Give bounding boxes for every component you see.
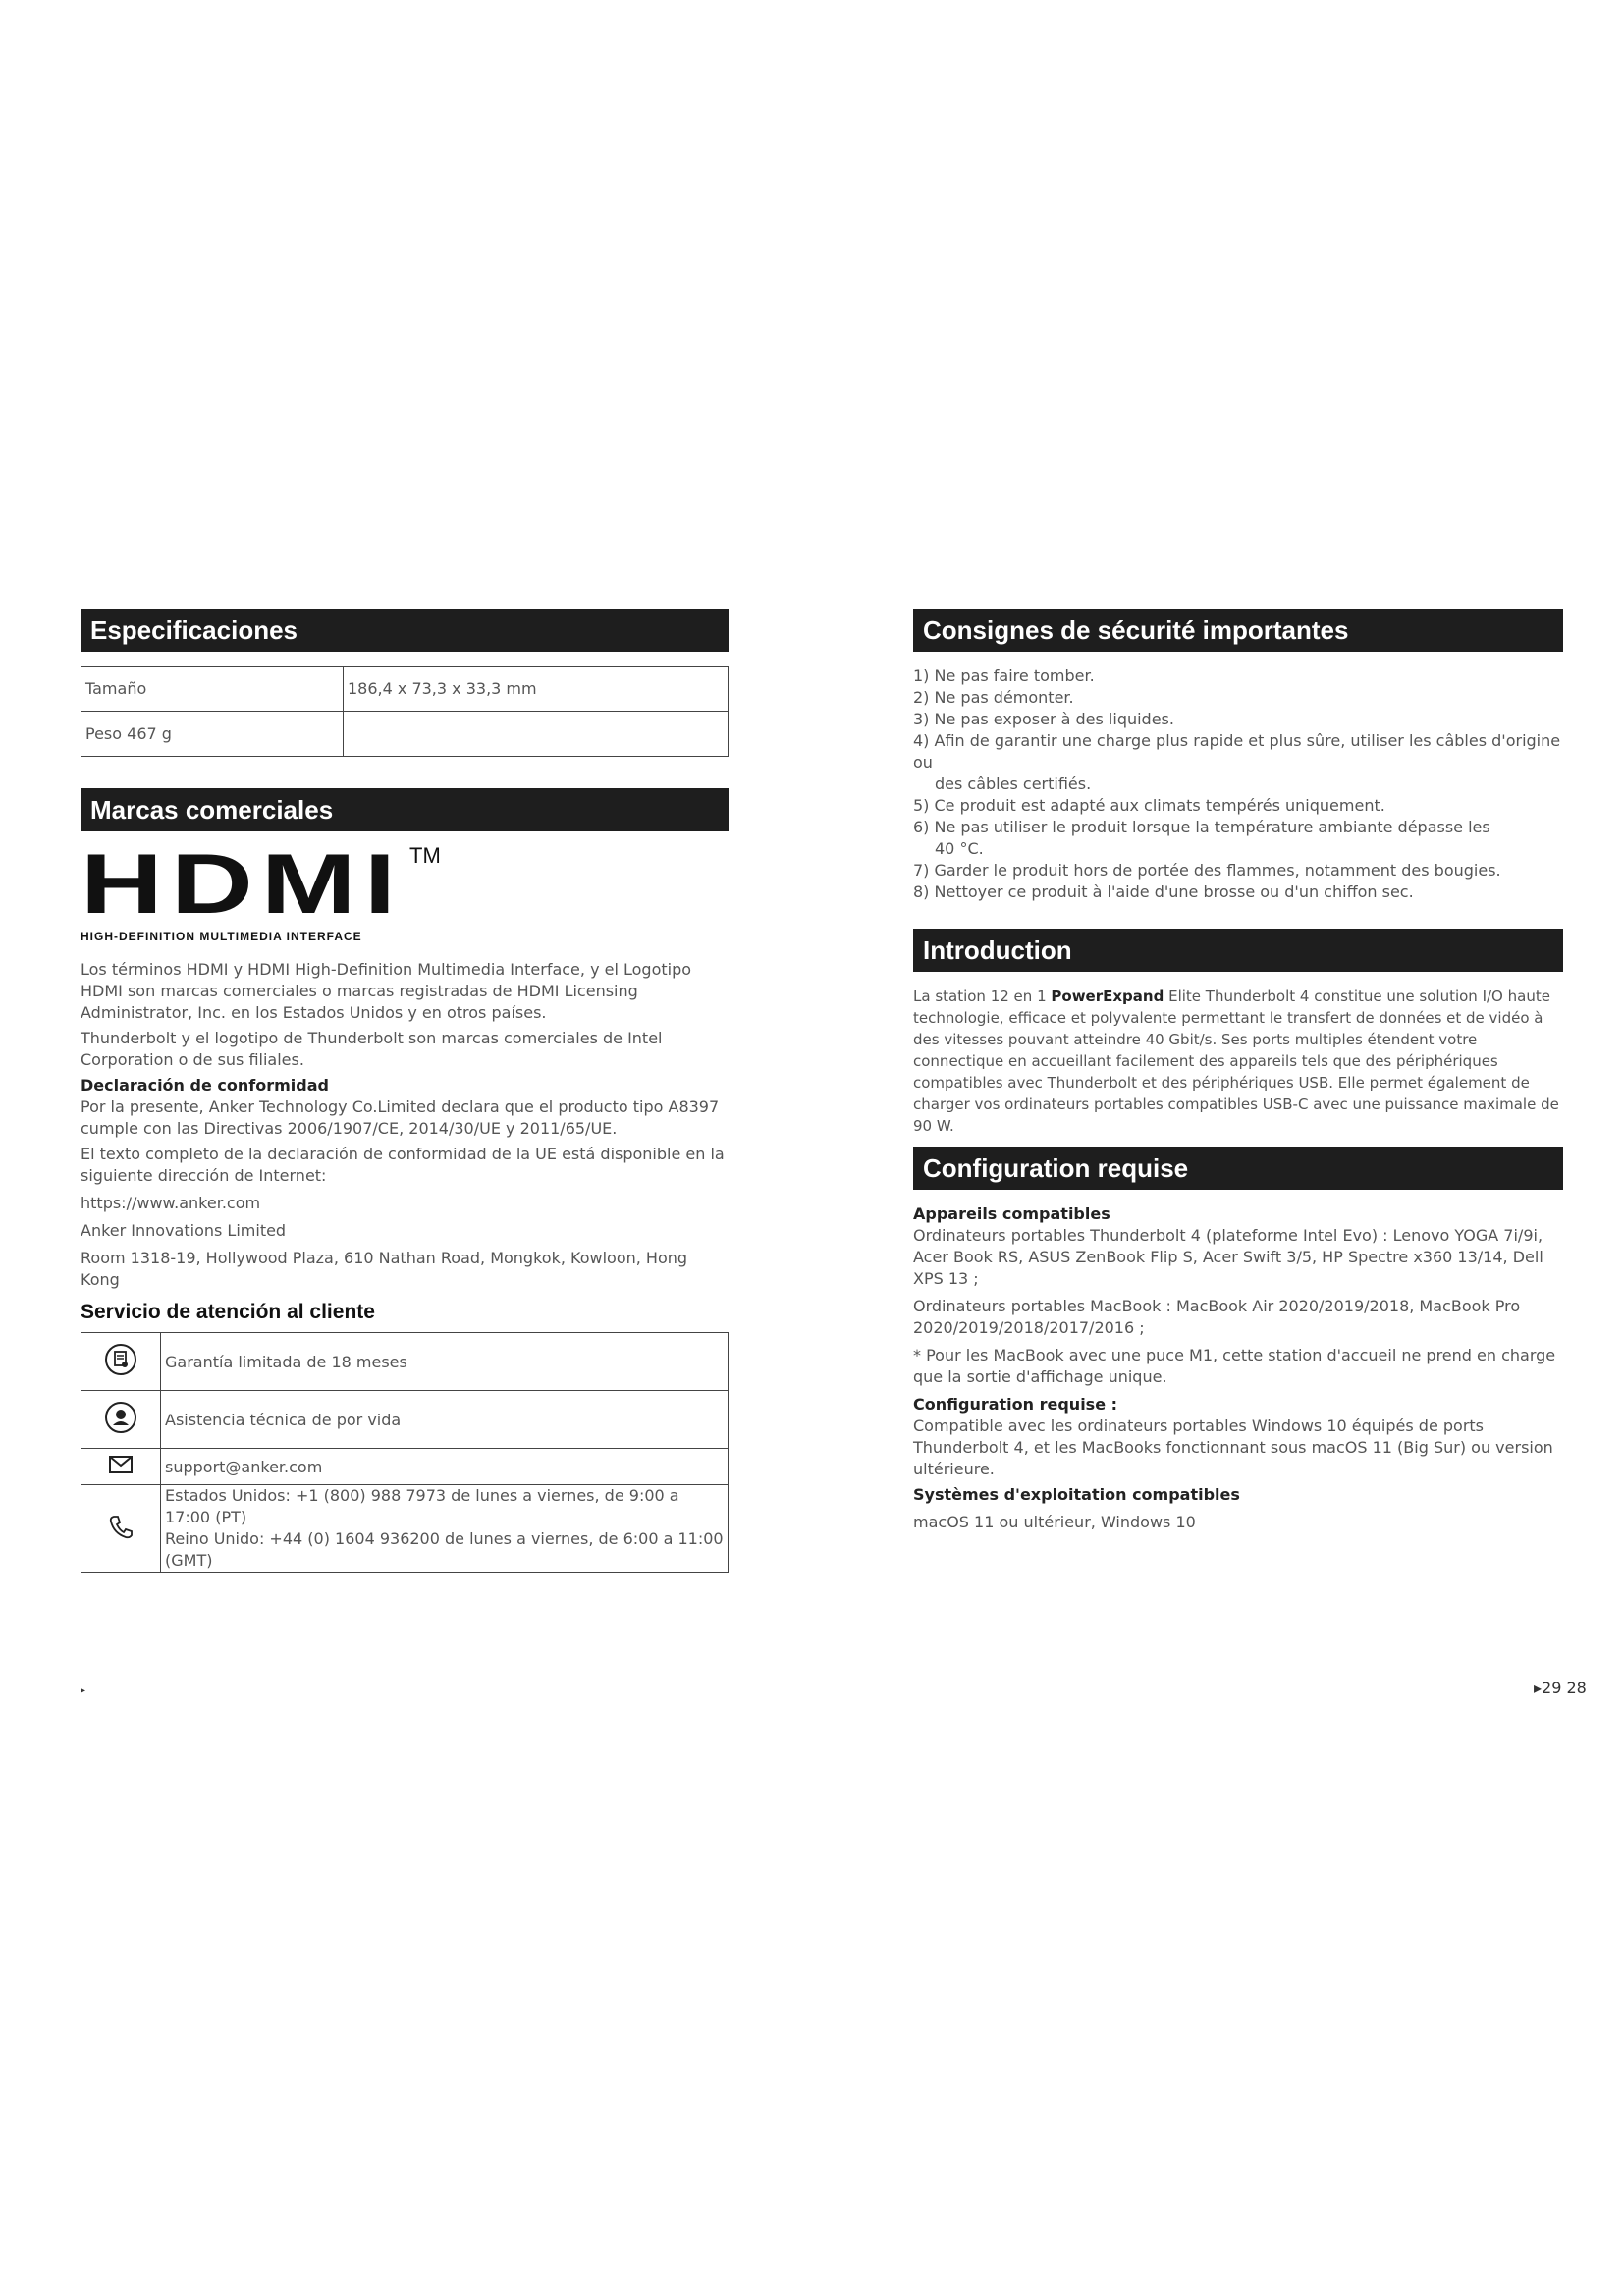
safety-list [913,666,1563,903]
spec-label: Tamaño [81,667,344,712]
compatible-macbook-paragraph: Ordinateurs portables MacBook : MacBook Air 2020/2019/2018, MacBook Pro 2020/2019/2018/2017/2016 ; [913,1297,1521,1337]
table-row [81,712,729,757]
page-numbers: ▸29 28 [1534,1679,1587,1697]
company-name: Anker Innovations Limited [81,1221,287,1240]
right-column [913,609,1563,1537]
compatible-devices-heading: Appareils compatibles [913,1204,1110,1223]
table-row [81,667,729,712]
spec-value: 186,4 x 73,3 x 33,3 mm [344,667,729,712]
service-heading: Servicio de atención al cliente [81,1301,375,1323]
left-page-footer: ▸ [81,1685,86,1696]
configuration-heading: Configuration requise [913,1147,1563,1190]
intro-product-name: PowerExpand [1051,988,1164,1005]
list-item: 40 °C. [935,839,984,858]
phone-us: Estados Unidos: +1 (800) 988 7973 de lunes a viernes, de 9:00 a 17:00 (PT) [165,1486,679,1526]
hdmi-logo [81,837,729,943]
trademark-paragraph-thunderbolt: Thunderbolt y el logotipo de Thunderbolt son marcas comerciales de Intel Corporation o de sus filiales. [81,1029,663,1069]
phone-hours [161,1485,729,1573]
phone-uk: Reino Unido: +44 (0) 1604 936200 de lunes a viernes, de 6:00 a 11:00 (GMT) [165,1529,724,1570]
spec-value [344,712,729,757]
conformity-paragraph: Por la presente, Anker Technology Co.Limited declara que el producto tipo A8397 cumple con las Directivas 2006/1907/CE, 2014/30/UE y 2011/65/UE. [81,1097,720,1138]
phone-icon [81,1485,161,1573]
list-item: 2) Ne pas démonter. [913,688,1074,707]
list-item: 6) Ne pas utiliser le produit lorsque la température ambiante dépasse les [913,818,1490,836]
trademarks-heading: Marcas comerciales [81,788,729,831]
website-link[interactable]: https://www.anker.com [81,1194,261,1212]
service-table [81,1332,729,1573]
table-row [81,1485,729,1573]
list-item: 3) Ne pas exposer à des liquides. [913,710,1174,728]
compatible-thunderbolt-paragraph: Ordinateurs portables Thunderbolt 4 (plateforme Intel Evo) : Lenovo YOGA 7i/9i, Acer Book RS, ASUS ZenBook Flip S, Acer Swift 3/5, HP Spectre x360 13/14, Dell XPS 13 ; [913,1226,1543,1288]
m1-note: * Pour les MacBook avec une puce M1, cette station d'accueil ne prend en charge que la sortie d'affichage unique. [913,1346,1556,1386]
intro-text-a: La station 12 en 1 [913,988,1052,1005]
introduction-heading: Introduction [913,929,1563,972]
support-text: Asistencia técnica de por vida [161,1391,729,1449]
hdmi-logo-word: HDMI [81,837,405,932]
spec-label: Peso 467 g [81,712,344,757]
table-row [81,1449,729,1485]
support-person-icon [81,1391,161,1449]
specs-heading: Especificaciones [81,609,729,652]
list-item: 8) Nettoyer ce produit à l'aide d'une brosse ou d'un chiffon sec. [913,882,1414,901]
support-email-link[interactable]: support@anker.com [161,1449,729,1485]
intro-text-b: Elite Thunderbolt 4 constitue une solution I/O haute technologie, efficace et polyvalente permettant le transfert de données et de vidéo à des vitesses pouvant atteindre 40 Gbit/s. Ses ports multiples étendent votre connectique en accueillant facilement des appareils tels que des périphériques compatibles avec Thunderbolt et des périphériques USB. Elle permet également de charger vos ordinateurs portables compatibles USB-C avec une puissance maximale de 90 W. [913,988,1559,1135]
table-row [81,1333,729,1391]
os-paragraph: macOS 11 ou ultérieur, Windows 10 [913,1513,1196,1531]
safety-heading: Consignes de sécurité importantes [913,609,1563,652]
requirements-paragraph: Compatible avec les ordinateurs portables Windows 10 équipés de ports Thunderbolt 4, et les MacBooks fonctionnant sous macOS 11 (Big Sur) ou version ultérieure. [913,1416,1553,1478]
introduction-paragraph [913,986,1563,1137]
declaration-paragraph: El texto completo de la declaración de conformidad de la UE está disponible en la siguiente dirección de Internet: [81,1145,725,1185]
list-item: 7) Garder le produit hors de portée des flammes, notamment des bougies. [913,861,1501,880]
hdmi-logo-tm: TM [409,843,441,868]
list-item: 1) Ne pas faire tomber. [913,667,1095,685]
conformity-heading: Declaración de conformidad [81,1076,329,1095]
hdmi-logo-subtitle: HIGH-DEFINITION MULTIMEDIA INTERFACE [81,930,362,943]
table-row [81,1391,729,1449]
warranty-text: Garantía limitada de 18 meses [161,1333,729,1391]
specs-table [81,666,729,757]
trademark-paragraph-hdmi: Los términos HDMI y HDMI High-Definition Multimedia Interface, y el Logotipo HDMI son marcas comerciales o marcas registradas de HDMI Licensing Administrator, Inc. en los Estados Unidos y en otros países. [81,960,692,1022]
warranty-icon [81,1333,161,1391]
left-column [81,609,729,1573]
list-item: des câbles certifiés. [935,774,1092,793]
mail-icon [81,1449,161,1485]
list-item: 5) Ce produit est adapté aux climats tempérés uniquement. [913,796,1385,815]
company-address: Room 1318-19, Hollywood Plaza, 610 Nathan Road, Mongkok, Kowloon, Hong Kong [81,1249,688,1289]
os-heading: Systèmes d'exploitation compatibles [913,1485,1240,1504]
list-item: 4) Afin de garantir une charge plus rapide et plus sûre, utiliser les câbles d'origine ou [913,731,1561,772]
requirements-heading: Configuration requise : [913,1395,1118,1414]
